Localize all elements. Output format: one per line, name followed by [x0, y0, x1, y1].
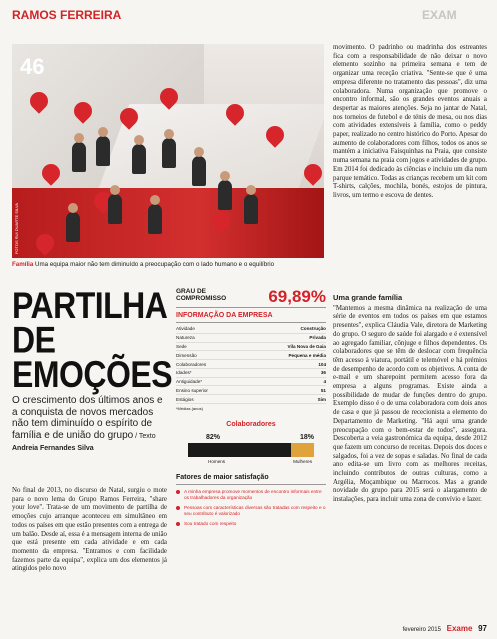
commitment-value: 69,89% — [268, 287, 326, 306]
magazine-brand: Exame — [446, 624, 473, 633]
company-info-title: INFORMAÇÃO DA EMPRESA — [176, 312, 326, 323]
table-row: Ensino superior 51 — [176, 387, 326, 393]
company-factbox — [176, 288, 326, 610]
bleed-through-text: EXAM — [422, 8, 457, 22]
headline-line-2: DE — [12, 319, 56, 361]
women-percentage: 18% — [299, 434, 314, 442]
table-row: Natureza Privada — [176, 335, 326, 341]
author-prefix: / Texto — [133, 432, 156, 440]
table-footnote: *Médias (anos) — [176, 406, 203, 412]
headline-line-1: PARTILHA — [12, 284, 168, 326]
staff-gender-bar — [188, 443, 314, 457]
staff-gender-title: Colaboradores — [226, 421, 276, 429]
intro-text: O crescimento dos últimos anos e a conquista de novos mercados não tem diminuído o espírito de família e de união do grupo — [12, 395, 163, 441]
table-row: Antiguidade* 4 — [176, 379, 326, 385]
section-title: Uma grande família — [333, 293, 403, 302]
table-row: Sede Vila Nova de Gaia — [176, 343, 326, 349]
company-info-table — [176, 325, 326, 404]
table-row: Atividade Construção — [176, 326, 326, 332]
article-headline — [12, 284, 173, 395]
caption-lead: Família — [12, 261, 34, 268]
author-name: Andreia Fernandes Silva — [12, 445, 94, 452]
men-percentage: 82% — [206, 434, 221, 442]
table-row: Idades* 36 — [176, 370, 326, 376]
photo-credit: FOTOS RUI DUARTE SILVA — [14, 202, 19, 254]
page-index-number: 46 — [20, 54, 45, 79]
satisfaction-item: Sou tratado com respeito — [176, 521, 326, 527]
caption-text: Uma equipa maior não tem diminuído a preocupação com o lado humano e o equilíbrio — [33, 261, 275, 268]
satisfaction-item: Pessoas com características diversas são tratadas com respeito e o seu contributo é valorizado — [176, 505, 326, 517]
satisfaction-item: A minha empresa promove momentos de encontro informais entre os trabalhadores da organização — [176, 489, 326, 501]
bullet-icon — [176, 490, 180, 494]
page-footer — [403, 624, 487, 633]
article-section-family — [333, 294, 487, 505]
article-body-left: No final de 2013, no discurso de Natal, surgiu o mote para o novo lema do Grupo Ramos Ferreira, "share your love". Trata-se de um movimento de partilha de emoções cujo arranque aconteceu em simultâneo em todos os países em que estão presentes com a entrega de um balão. Desde aí, essa é a mensagem interna de união que está presente em cada atividade e em cada momento da empresa. "Entramos e com facilidade fazemos parte da equipa", explica um dos elementos já atingidos pelo novo — [12, 487, 167, 573]
page-number: 97 — [478, 624, 487, 633]
table-row: Dimensão Pequena e média — [176, 352, 326, 358]
men-bar-segment — [188, 443, 291, 457]
company-name: RAMOS FERREIRA — [12, 8, 122, 22]
photo-caption — [12, 261, 324, 268]
section-body: "Mantemos a mesma dinâmica na realização de uma série de eventos em todos os países em que estamos presentes", explica Cláudia Vale, diretora de Marketing do grupo. O seguro de saúde foi alargado e é extensível ao agregado familiar, cônjuge e filhos dependentes. Os colaboradores que se têm de deslocar com frequência têm acesso à viatura, portátil e telemóvel e há prémios de desempenho de acordo com os objetivos. A conta de e-mail e um sharepoint permitem acesso fora da empresa a alguns programas. Existe ainda a possibilidade de mudar de funções dentro do grupo. Exemplo disso é o de uma colaboradora com dois anos de casa e que já passou de rececionista a elemento do Departamento de Marketing. "Há aqui uma grande preocupação com o bem-estar de todos", assegura. Descoberta a veia gastronómica da equipa, desde 2012 que fazem um concurso de receitas. Depois dos doces e salgados, foi a vez de sopas e saladas. No final de cada ano edita-se um livro com as melhores receitas, incluindo contributos de outras culturas, como a Argélia, Moçambique ou Marrocos. Mas a grande novidade do grupo para 2015 será o alargamento de instalações, para incluir uma zona de convívio e lazer. — [333, 304, 487, 504]
women-label: Mulheres — [293, 459, 312, 465]
bullet-icon — [176, 522, 180, 526]
commitment-label: GRAU DE COMPROMISSO — [176, 288, 227, 302]
men-label: Homens — [208, 459, 226, 465]
team-photo — [12, 44, 324, 258]
women-bar-segment — [291, 443, 314, 457]
headline-line-3: EMOÇÕES — [12, 353, 173, 395]
staff-gender-legend — [208, 459, 312, 464]
article-body-right-top: movimento. O padrinho ou madrinha dos estreantes fica com a responsabilidade de não deixar o novo elemento sozinho na primeira semana e tem de organizar uma receção criativa. "Sente-se que é uma empresa diferente no tratamento das pessoas", diz uma colaboradora. Numa organização que promove o encontro informal, são os grandes eventos anuais a despertar as maiores atenções. Seja no jantar de Natal, nos torneios de futebol e de ténis de mesa, ou nos dias com atividades extensíveis à família, como o peddy paper, realizado no centro histórico do Porto. Apesar do aumento de colaboradores com filhos, todos os anos se mantém a iniciativa Faisquinhas na Praia, que consiste numa semana na praia com jogos e atividades de grupo. Em 2014 foi dedicado às ciências e incluiu um dia num parque temático. Todas as crianças recebem um kit com T-shirts, calções, mochila, bonés, estojos de pintura, livros, um termo e escova de dentes. — [333, 44, 487, 199]
satisfaction-title: Fatores de maior satisfação — [176, 474, 326, 485]
bullet-icon — [176, 506, 180, 510]
commitment-row — [176, 288, 326, 308]
issue-date: fevereiro 2015 — [402, 627, 441, 633]
staff-gender-percentages — [206, 434, 314, 441]
table-row: Estágios Sim — [176, 396, 326, 402]
article-intro — [12, 395, 167, 455]
table-row: Colaboradores 104 — [176, 361, 326, 367]
